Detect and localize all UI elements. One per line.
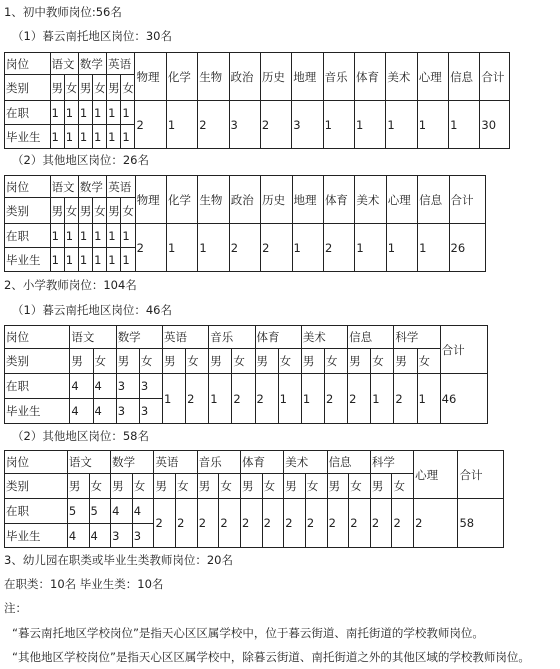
subject-cell: 英语 (162, 326, 208, 349)
gender-male: 男 (107, 75, 121, 101)
subject-cell: 美术 (301, 326, 347, 349)
heading-junior-a: （1）暮云南托地区岗位：30名 (12, 29, 172, 43)
value-cell: 1 (78, 224, 92, 248)
total-value: 26 (449, 224, 486, 272)
value-cell: 4 (70, 399, 93, 424)
row-label-employed: 在职 (5, 374, 70, 399)
heading-kindergarten: 3、幼儿园在职类或毕业生类教师岗位：20名 (4, 553, 233, 567)
value-cell: 4 (93, 374, 116, 399)
subject-chinese: 语文 (50, 53, 78, 75)
value-cell: 3 (229, 101, 260, 149)
subject-cell: 心理 (386, 176, 417, 224)
subject-cell: 信息 (418, 176, 449, 224)
gender-male: 男 (78, 198, 92, 224)
gender-female: 女 (121, 198, 135, 224)
gender-female: 女 (93, 198, 107, 224)
gender-male: 男 (255, 349, 278, 374)
header-category: 类别 (5, 474, 68, 499)
value-cell: 1 (386, 101, 417, 149)
gender-female: 女 (232, 349, 255, 374)
subject-cell: 物理 (135, 53, 166, 101)
subject-cell: 美术 (386, 53, 417, 101)
value-cell: 2 (186, 374, 209, 424)
gender-male: 男 (241, 474, 263, 499)
value-cell: 1 (93, 224, 107, 248)
value-cell: 2 (176, 499, 198, 548)
header-post: 岗位 (5, 53, 51, 75)
value-cell: 2 (197, 499, 219, 548)
value-cell: 2 (324, 374, 347, 424)
gender-female: 女 (392, 474, 414, 499)
subject-cell: 音乐 (323, 53, 354, 101)
note-label: 注： (4, 601, 27, 615)
gender-male: 男 (370, 474, 392, 499)
subject-cell: 体育 (323, 176, 354, 224)
value-cell: 3 (116, 374, 139, 399)
value-cell: 2 (260, 101, 291, 149)
gender-male: 男 (50, 75, 64, 101)
value-cell: 1 (166, 101, 197, 149)
value-cell: 1 (417, 374, 440, 424)
value-cell: 2 (305, 499, 327, 548)
subject-cell: 政治 (229, 53, 260, 101)
table-junior-b (4, 175, 486, 272)
heading-primary-a: （1）暮云南托地区岗位：46名 (12, 303, 172, 317)
value-cell: 1 (417, 101, 448, 149)
gender-female: 女 (64, 75, 78, 101)
subject-cell: 科学 (370, 451, 413, 474)
gender-female: 女 (121, 75, 135, 101)
subject-chinese: 语文 (50, 176, 78, 198)
value-cell: 1 (93, 101, 107, 125)
subject-cell: 体育 (354, 53, 385, 101)
subject-cell: 体育 (241, 451, 284, 474)
value-cell: 1 (64, 248, 78, 272)
subject-cell: 音乐 (209, 326, 255, 349)
gender-female: 女 (371, 349, 394, 374)
value-cell: 5 (89, 499, 111, 524)
heading-primary: 2、小学教师岗位：104名 (4, 278, 137, 292)
gender-female: 女 (278, 349, 301, 374)
gender-male: 男 (107, 198, 121, 224)
value-cell: 1 (209, 374, 232, 424)
subject-cell: 物理 (135, 176, 166, 224)
value-cell: 2 (262, 499, 284, 548)
subject-math: 数学 (78, 53, 106, 75)
value-cell: 1 (121, 125, 135, 149)
heading-junior-b: （2）其他地区岗位：26名 (12, 153, 149, 167)
value-cell: 1 (107, 224, 121, 248)
value-cell: 2 (135, 101, 166, 149)
gender-male: 男 (284, 474, 306, 499)
value-cell: 2 (284, 499, 306, 548)
gender-male: 男 (116, 349, 139, 374)
value-cell: 3 (292, 101, 323, 149)
value-cell: 1 (50, 125, 64, 149)
value-cell: 1 (93, 125, 107, 149)
value-cell: 1 (449, 101, 480, 149)
header-category: 类别 (5, 75, 51, 101)
row-label-graduate: 毕业生 (5, 399, 70, 424)
value-cell: 2 (392, 499, 414, 548)
value-cell: 1 (78, 248, 92, 272)
row-label-employed: 在职 (5, 101, 51, 125)
row-label-graduate: 毕业生 (5, 125, 51, 149)
value-cell: 1 (50, 101, 64, 125)
subject-cell: 历史 (260, 53, 291, 101)
value-cell: 1 (198, 224, 229, 272)
subject-cell: 地理 (292, 176, 323, 224)
value-cell: 2 (198, 101, 229, 149)
subject-cell: 生物 (198, 176, 229, 224)
heading-junior: 1、初中教师岗位:56名 (4, 5, 122, 19)
row-label-graduate: 毕业生 (5, 524, 68, 548)
value-cell: 4 (67, 524, 89, 548)
value-cell: 1 (50, 248, 64, 272)
header-post: 岗位 (5, 451, 68, 474)
value-cell: 1 (278, 374, 301, 424)
value-cell: 1 (371, 374, 394, 424)
note-muyun-nantuo: “暮云南托地区学校岗位”是指天心区区属学校中，位于暮云街道、南托街道的学校教师岗位。 (12, 626, 484, 640)
subject-math: 数学 (116, 326, 162, 349)
gender-male: 男 (394, 349, 417, 374)
heading-primary-b: （2）其他地区岗位：58名 (12, 429, 149, 443)
gender-female: 女 (262, 474, 284, 499)
value-cell: 1 (64, 101, 78, 125)
note-other-areas: “其他地区学校岗位”是指天心区区属学校中，除暮云街道、南托街道之外的其他区域的学校教师岗位。 (12, 650, 530, 664)
value-cell: 4 (132, 499, 154, 524)
value-cell: 3 (111, 524, 133, 548)
value-cell: 1 (386, 224, 417, 272)
value-cell: 1 (107, 248, 121, 272)
gender-male: 男 (154, 474, 176, 499)
value-cell: 2 (229, 224, 260, 272)
header-total: 合计 (480, 53, 510, 101)
gender-female: 女 (132, 474, 154, 499)
value-cell: 1 (418, 224, 449, 272)
header-total: 合计 (449, 176, 486, 224)
value-cell: 4 (93, 399, 116, 424)
subject-cell: 科学 (394, 326, 440, 349)
total-value: 46 (440, 374, 487, 424)
value-cell: 2 (394, 374, 417, 424)
row-label-employed: 在职 (5, 224, 51, 248)
value-cell: 1 (78, 101, 92, 125)
value-cell: 1 (301, 374, 324, 424)
row-label-employed: 在职 (5, 499, 68, 524)
header-post: 岗位 (5, 326, 70, 349)
gender-female: 女 (349, 474, 371, 499)
value-cell: 2 (414, 499, 458, 548)
value-cell: 2 (348, 374, 371, 424)
value-cell: 1 (78, 125, 92, 149)
subject-math: 数学 (111, 451, 154, 474)
gender-female: 女 (139, 349, 162, 374)
value-cell: 1 (64, 224, 78, 248)
subject-cell: 政治 (229, 176, 260, 224)
total-value: 30 (480, 101, 510, 149)
gender-male: 男 (301, 349, 324, 374)
gender-female: 女 (305, 474, 327, 499)
value-cell: 1 (355, 224, 386, 272)
gender-female: 女 (219, 474, 241, 499)
gender-female: 女 (186, 349, 209, 374)
subject-english: 英语 (107, 53, 135, 75)
value-cell: 2 (241, 499, 263, 548)
subject-cell: 心理 (417, 53, 448, 101)
gender-female: 女 (64, 198, 78, 224)
gender-male: 男 (78, 75, 92, 101)
subject-cell: 历史 (261, 176, 292, 224)
value-cell: 1 (162, 374, 185, 424)
subject-cell: 美术 (355, 176, 386, 224)
subject-english: 英语 (107, 176, 135, 198)
gender-female: 女 (324, 349, 347, 374)
gender-male: 男 (162, 349, 185, 374)
total-value: 58 (458, 499, 504, 548)
value-cell: 2 (232, 374, 255, 424)
subject-cell: 心理 (414, 451, 458, 499)
value-cell: 1 (107, 125, 121, 149)
subject-cell: 生物 (198, 53, 229, 101)
value-cell: 3 (116, 399, 139, 424)
value-cell: 2 (327, 499, 349, 548)
value-cell: 2 (255, 374, 278, 424)
value-cell: 1 (121, 101, 135, 125)
value-cell: 1 (93, 248, 107, 272)
subject-cell: 地理 (292, 53, 323, 101)
value-cell: 2 (154, 499, 176, 548)
value-cell: 1 (292, 224, 323, 272)
gender-male: 男 (67, 474, 89, 499)
value-cell: 1 (50, 224, 64, 248)
gender-male: 男 (348, 349, 371, 374)
value-cell: 2 (261, 224, 292, 272)
gender-male: 男 (111, 474, 133, 499)
table-junior-a (4, 52, 510, 149)
table-primary-a (4, 325, 488, 424)
kindergarten-breakdown: 在职类：10名 毕业生类：10名 (4, 577, 164, 591)
subject-cell: 美术 (284, 451, 327, 474)
gender-female: 女 (89, 474, 111, 499)
subject-math: 数学 (78, 176, 106, 198)
gender-male: 男 (197, 474, 219, 499)
value-cell: 4 (89, 524, 111, 548)
value-cell: 2 (219, 499, 241, 548)
header-category: 类别 (5, 349, 70, 374)
gender-male: 男 (50, 198, 64, 224)
value-cell: 2 (349, 499, 371, 548)
row-label-graduate: 毕业生 (5, 248, 51, 272)
subject-cell: 信息 (449, 53, 480, 101)
header-total: 合计 (458, 451, 504, 499)
gender-male: 男 (327, 474, 349, 499)
value-cell: 1 (64, 125, 78, 149)
gender-male: 男 (70, 349, 93, 374)
gender-female: 女 (93, 349, 116, 374)
header-category: 类别 (5, 198, 51, 224)
gender-female: 女 (93, 75, 107, 101)
subject-cell: 信息 (327, 451, 370, 474)
value-cell: 3 (132, 524, 154, 548)
value-cell: 2 (323, 224, 354, 272)
value-cell: 4 (70, 374, 93, 399)
value-cell: 1 (121, 224, 135, 248)
value-cell: 4 (111, 499, 133, 524)
subject-cell: 体育 (255, 326, 301, 349)
table-primary-b (4, 450, 504, 548)
value-cell: 1 (166, 224, 197, 272)
subject-cell: 信息 (348, 326, 394, 349)
subject-chinese: 语文 (70, 326, 116, 349)
header-post: 岗位 (5, 176, 51, 198)
value-cell: 1 (121, 248, 135, 272)
value-cell: 1 (354, 101, 385, 149)
value-cell: 5 (67, 499, 89, 524)
value-cell: 3 (139, 374, 162, 399)
subject-cell: 化学 (166, 176, 197, 224)
gender-female: 女 (176, 474, 198, 499)
subject-cell: 英语 (154, 451, 197, 474)
gender-female: 女 (417, 349, 440, 374)
subject-cell: 音乐 (197, 451, 240, 474)
value-cell: 2 (135, 224, 166, 272)
header-total: 合计 (440, 326, 487, 374)
subject-chinese: 语文 (67, 451, 110, 474)
gender-male: 男 (209, 349, 232, 374)
value-cell: 1 (323, 101, 354, 149)
value-cell: 3 (139, 399, 162, 424)
subject-cell: 化学 (166, 53, 197, 101)
value-cell: 1 (107, 101, 121, 125)
value-cell: 2 (370, 499, 392, 548)
